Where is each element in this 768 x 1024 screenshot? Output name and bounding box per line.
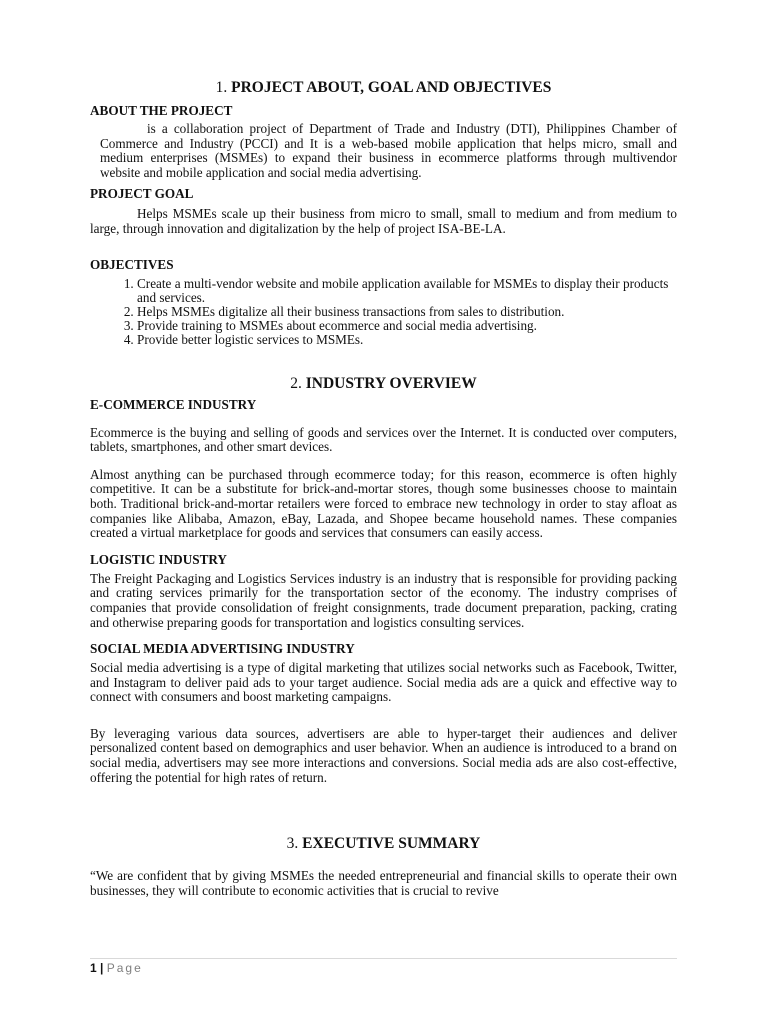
summary-paragraph: “We are confident that by giving MSMEs the needed entrepreneurial and financial skills to operate their own businesses, they will contribute to economic activities that is crucial to revive — [90, 868, 677, 898]
goal-heading: PROJECT GOAL — [90, 186, 194, 202]
section-title-text: PROJECT ABOUT, GOAL AND OBJECTIVES — [231, 79, 552, 96]
page-label: Page — [106, 961, 143, 975]
social-media-heading: SOCIAL MEDIA ADVERTISING INDUSTRY — [90, 641, 355, 657]
objective-item: 2. Helps MSMEs digitalize all their business transactions from sales to distribution. — [137, 305, 677, 319]
objective-item: 3. Provide training to MSMEs about ecommerce and social media advertising. — [137, 319, 677, 333]
section-title-project — [90, 78, 677, 98]
ecommerce-heading: E-COMMERCE INDUSTRY — [90, 396, 257, 412]
social-media-paragraph-1: Social media advertising is a type of digital marketing that utilizes social networks such as Facebook, Twitter, and Instagram to deliver paid ads to your target audience. Social media ads are a quick and effective way to connect with consumers and boost marketing campaigns. — [90, 660, 677, 705]
page-separator: | — [100, 961, 104, 975]
section-title-executive-summary — [90, 834, 677, 854]
ecommerce-paragraph-2: Almost anything can be purchased through ecommerce today; for this reason, ecommerce is often highly competitive. It can be a substitute for brick-and-mortar stores, though some businesses choose to maintain both. Traditional brick-and-mortar retailers were forced to embrace new technology in order to stay afloat as companies like Alibaba, Amazon, eBay, Lazada, and Shopee became household names. These companies created a virtual marketplace for goods and services that consumers can easily access. — [90, 466, 677, 541]
document-page — [90, 78, 677, 898]
section-number: 2. — [290, 374, 302, 392]
objectives-list — [90, 277, 677, 348]
page-footer — [90, 958, 677, 975]
section-number: 3. — [286, 835, 299, 853]
objectives-heading: OBJECTIVES — [90, 256, 174, 272]
section-title-text: INDUSTRY OVERVIEW — [305, 374, 477, 392]
objective-item: 4. Provide better logistic services to MSMEs. — [137, 333, 677, 347]
page-number: 1 — [90, 961, 97, 975]
goal-paragraph: Helps MSMEs scale up their business from micro to small, small to medium and from medium to large, through innovation and digitalization by the help of project ISA-BE-LA. — [90, 206, 677, 236]
about-heading: ABOUT THE PROJECT — [90, 103, 233, 118]
logistic-heading: LOGISTIC INDUSTRY — [90, 551, 227, 567]
section-number: 1. — [215, 79, 228, 96]
section-title-text: EXECUTIVE SUMMARY — [302, 835, 481, 853]
ecommerce-paragraph-1: Ecommerce is the buying and selling of goods and services over the Internet. It is conducted over computers, tablets, smartphones, and other smart devices. — [90, 424, 677, 455]
objective-item: 1. Create a multi-vendor website and mobile application available for MSMEs to display their products and services. — [137, 277, 677, 305]
section-title-industry — [90, 374, 677, 394]
about-paragraph: is a collaboration project of Department of Trade and Industry (DTI), Philippines Chamber of Commerce and Industry (PCCI) and It is a web-based mobile application that helps micro, small and medium enterprises (MSMEs) to expand their business in ecommerce platforms through multivendor website and mobile application and social media advertising. — [100, 121, 677, 180]
logistic-paragraph: The Freight Packaging and Logistics Services industry is an industry that is responsible for providing packing and crating services primarily for the transportation sector of the economy. The industry comprises of companies that provide consolidation of freight consignments, trade document preparation, packing, crating and otherwise preparing goods for transportation and logistics consulting services. — [90, 570, 677, 630]
social-media-paragraph-2: By leveraging various data sources, advertisers are able to hyper-target their audiences and deliver personalized content based on demographics and user behavior. When an audience is introduced to a brand on social media, advertisers may see more interactions and conversions. Social media ads are also cost-effective, offering the potential for high rates of return. — [90, 725, 677, 785]
